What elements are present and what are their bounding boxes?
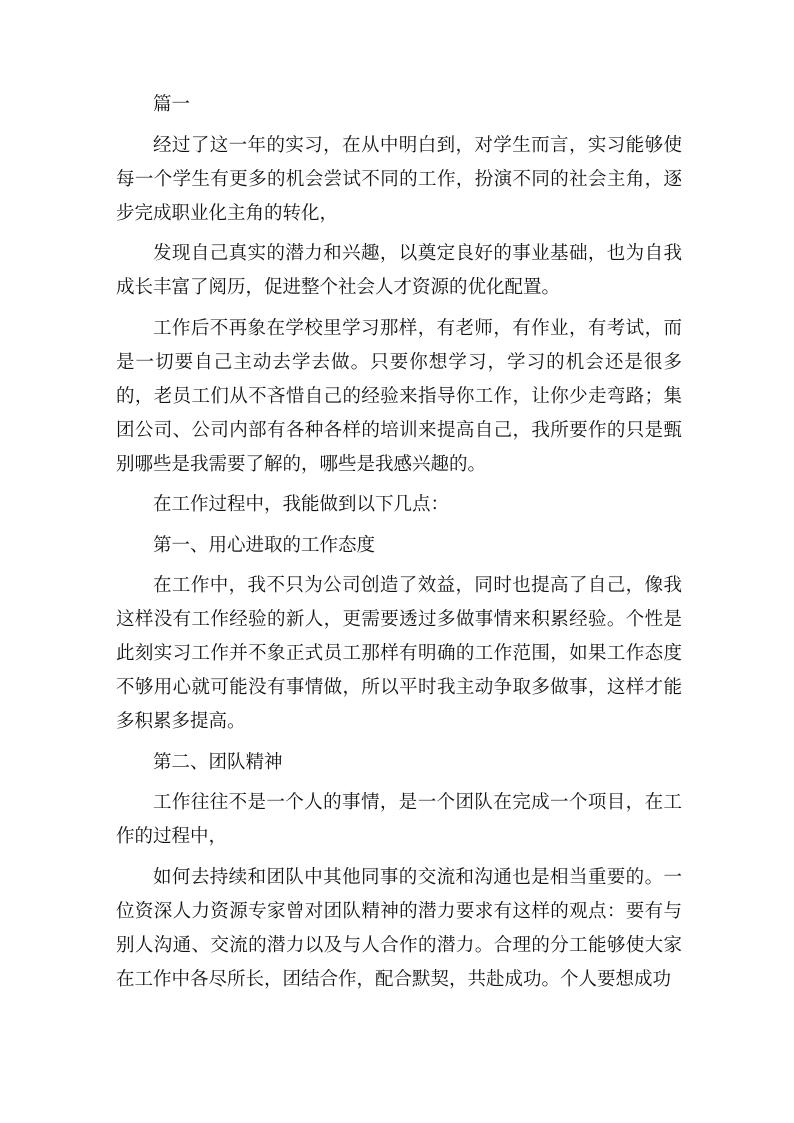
section-title: 篇一 [153, 94, 191, 115]
paragraph: 在工作中，我不只为公司创造了效益，同时也提高了自己，像我这样没有工作经验的新人，更需要透过多做事情来积累经验。个性是此刻实习工作并不象正式员工那样有明确的工作范围，如果工作态度不够用心就可能没有事情做，所以平时我主动争取多做事，这样才能多积累多提高。 [116, 575, 682, 732]
document-page [116, 88, 682, 1003]
paragraph: 工作后不再象在学校里学习那样，有老师，有作业，有考试，而是一切要自己主动去学去做。只要你想学习，学习的机会还是很多的，老员工们从不吝惜自己的经验来指导你工作，让你少走弯路；集团公司、公司内部有各种各样的培训来提高自己，我所要作的只是甄别哪些是我需要了解的，哪些是我感兴趣的。 [116, 317, 682, 475]
paragraph: 工作往往不是一个人的事情，是一个团队在完成一个项目，在工作的过程中， [116, 792, 682, 847]
paragraph: 在工作过程中，我能做到以下几点： [153, 494, 450, 515]
paragraph: 经过了这一年的实习，在从中明白到，对学生而言，实习能够使每一个学生有更多的机会尝试不同的工作，扮演不同的社会主角，逐步完成职业化主角的转化， [116, 134, 682, 224]
paragraph: 如何去持续和团队中其他同事的交流和沟通也是相当重要的。一位资深人力资源专家曾对团队精神的潜力要求有这样的观点：要有与别人沟通、交流的潜力以及与人合作的潜力。合理的分工能够使大家在工作中各尽所长，团结合作，配合默契，共赴成功。个人要想成功 [116, 866, 682, 990]
paragraph: 发现自己真实的潜力和兴趣，以奠定良好的事业基础，也为自我成长丰富了阅历，促进整个社会人才资源的优化配置。 [116, 243, 682, 298]
subheading: 第二、团队精神 [153, 751, 283, 773]
subheading: 第一、用心进取的工作态度 [153, 534, 376, 556]
